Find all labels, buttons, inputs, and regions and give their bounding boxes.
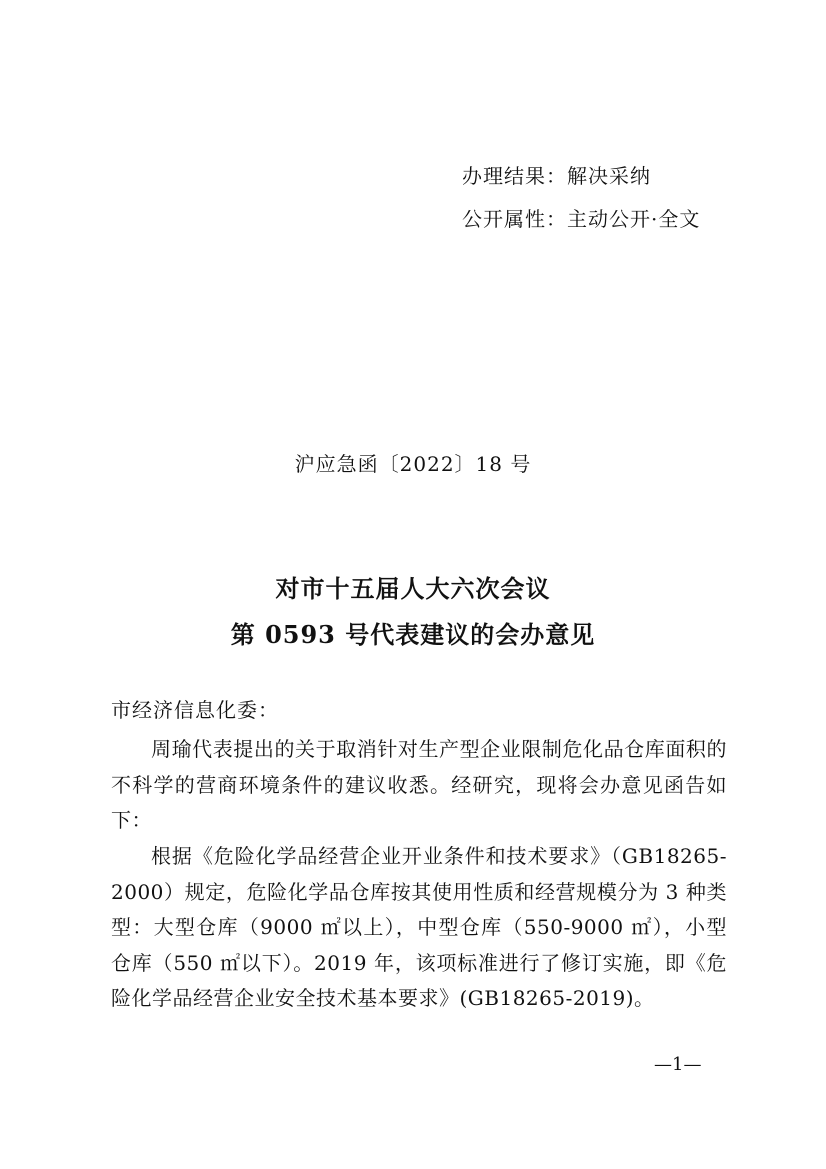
page-number: —1— (654, 1054, 702, 1075)
document-title-line-2: 第 0593 号代表建议的会办意见 (230, 620, 596, 649)
paragraph-text-2: 根据《危险化学品经营企业开业条件和技术要求》（GB18265-2000）规定，危险化学品仓库按其使用性质和经营规模分为 3 种类型：大型仓库（9000 ㎡以上），中型仓库（550-9000 ㎡），小型仓库（550 ㎡以下）。2019 年，该项标准进行了修订实施，即《危险化学品经营企业安全技术基本要求》(GB18265-2019)。 (111, 844, 727, 1010)
document-title-line-1: 对市十五届人大六次会议 (275, 574, 551, 603)
body-paragraph-2 (111, 839, 727, 1017)
recipient: 市经济信息化委： (111, 698, 279, 722)
document-number: 沪应急函〔2022〕18 号 (294, 452, 532, 476)
paragraph-text-1: 周瑜代表提出的关于取消针对生产型企业限制危化品仓库面积的不科学的营商环境条件的建议收悉。经研究，现将会办意见函告如下： (111, 737, 727, 832)
public-attribute: 公开属性：主动公开·全文 (462, 207, 701, 231)
handling-result: 办理结果：解决采纳 (462, 164, 651, 188)
body-paragraph-1 (111, 732, 727, 839)
